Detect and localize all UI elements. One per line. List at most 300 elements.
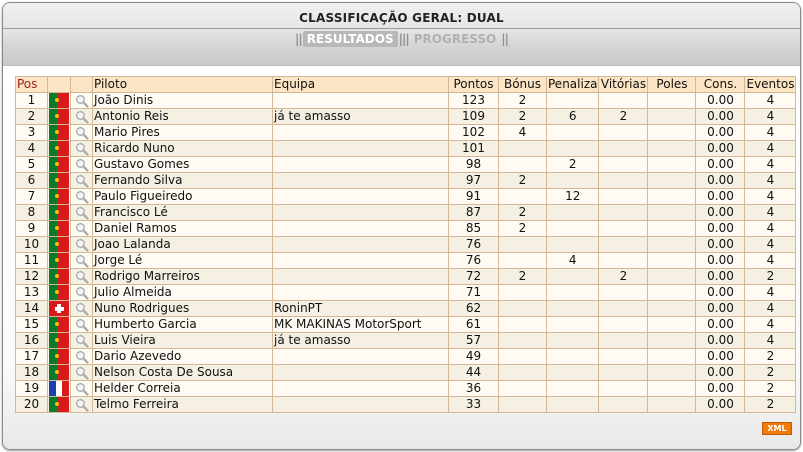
row-details-cell[interactable] — [71, 397, 93, 413]
row-equipa — [273, 221, 449, 237]
row-equipa — [273, 189, 449, 205]
row-pontos: 91 — [449, 189, 499, 205]
row-details-cell[interactable] — [71, 173, 93, 189]
row-poles — [648, 381, 696, 397]
row-vitorias — [599, 221, 648, 237]
row-penaliza — [547, 349, 599, 365]
row-bonus — [499, 397, 547, 413]
magnifier-icon[interactable] — [75, 141, 89, 155]
row-pos: 2 — [16, 109, 48, 125]
row-penaliza — [547, 125, 599, 141]
tab-bar — [3, 31, 800, 47]
row-penaliza: 6 — [547, 109, 599, 125]
table-row — [16, 333, 796, 349]
row-piloto[interactable]: Jorge Lé — [93, 253, 273, 269]
table-row — [16, 109, 796, 125]
row-bonus — [499, 189, 547, 205]
row-flag-cell — [48, 221, 71, 237]
row-bonus — [499, 333, 547, 349]
row-cons: 0.00 — [696, 125, 745, 141]
row-pontos: 87 — [449, 205, 499, 221]
row-equipa: MK MAKINAS MotorSport — [273, 317, 449, 333]
row-penaliza — [547, 317, 599, 333]
row-details-cell[interactable] — [71, 237, 93, 253]
standings-body — [16, 93, 796, 413]
row-cons: 0.00 — [696, 269, 745, 285]
row-bonus — [499, 317, 547, 333]
table-row — [16, 205, 796, 221]
row-equipa — [273, 141, 449, 157]
portugal-flag — [49, 221, 69, 236]
row-pontos: 76 — [449, 253, 499, 269]
row-penaliza — [547, 173, 599, 189]
table-row — [16, 237, 796, 253]
row-details-cell[interactable] — [71, 317, 93, 333]
row-pos: 12 — [16, 269, 48, 285]
row-penaliza — [547, 205, 599, 221]
row-flag-cell — [48, 189, 71, 205]
tab-resultados[interactable]: RESULTADOS — [303, 31, 398, 47]
row-equipa — [273, 205, 449, 221]
row-bonus — [499, 301, 547, 317]
col-pos[interactable]: Pos — [16, 77, 48, 93]
row-piloto[interactable]: Ricardo Nuno — [93, 141, 273, 157]
table-row — [16, 93, 796, 109]
row-vitorias — [599, 125, 648, 141]
row-flag-cell — [48, 365, 71, 381]
col-equipa[interactable]: Equipa — [273, 77, 449, 93]
row-details-cell[interactable] — [71, 253, 93, 269]
portugal-flag — [49, 237, 69, 252]
row-poles — [648, 125, 696, 141]
row-penaliza — [547, 269, 599, 285]
row-piloto[interactable]: Gustavo Gomes — [93, 157, 273, 173]
row-poles — [648, 253, 696, 269]
row-details-cell[interactable] — [71, 141, 93, 157]
magnifier-icon[interactable] — [75, 189, 89, 203]
row-equipa: RoninPT — [273, 301, 449, 317]
row-penaliza — [547, 285, 599, 301]
row-equipa — [273, 381, 449, 397]
row-piloto[interactable]: Telmo Ferreira — [93, 397, 273, 413]
row-poles — [648, 173, 696, 189]
table-row — [16, 141, 796, 157]
portugal-flag — [49, 141, 69, 156]
row-poles — [648, 93, 696, 109]
row-pos: 9 — [16, 221, 48, 237]
row-equipa — [273, 365, 449, 381]
row-pos: 19 — [16, 381, 48, 397]
tab-separator: ||| — [398, 32, 409, 46]
magnifier-icon[interactable] — [75, 237, 89, 251]
row-poles — [648, 141, 696, 157]
row-vitorias — [599, 365, 648, 381]
row-poles — [648, 365, 696, 381]
row-bonus: 4 — [499, 125, 547, 141]
row-penaliza: 4 — [547, 253, 599, 269]
row-cons: 0.00 — [696, 397, 745, 413]
row-pos: 18 — [16, 365, 48, 381]
col-piloto[interactable]: Piloto — [93, 77, 273, 93]
row-piloto[interactable]: Francisco Lé — [93, 205, 273, 221]
row-vitorias — [599, 189, 648, 205]
portugal-flag — [49, 285, 69, 300]
magnifier-icon[interactable] — [75, 173, 89, 187]
row-eventos: 4 — [745, 333, 796, 349]
row-details-cell[interactable] — [71, 221, 93, 237]
col-vitorias[interactable]: Vitórias — [600, 77, 647, 91]
row-pos: 17 — [16, 349, 48, 365]
row-poles — [648, 317, 696, 333]
row-pontos: 97 — [449, 173, 499, 189]
row-penaliza — [547, 333, 599, 349]
row-equipa — [273, 269, 449, 285]
row-pos: 10 — [16, 237, 48, 253]
row-pos: 14 — [16, 301, 48, 317]
row-cons: 0.00 — [696, 317, 745, 333]
panel-header — [3, 3, 800, 66]
row-eventos: 4 — [745, 157, 796, 173]
portugal-flag — [49, 205, 69, 220]
table-row — [16, 285, 796, 301]
row-pos: 6 — [16, 173, 48, 189]
magnifier-icon[interactable] — [75, 109, 89, 123]
col-bonus[interactable]: Bónus — [499, 77, 547, 93]
row-details-cell[interactable] — [71, 125, 93, 141]
row-piloto[interactable]: Paulo Figueiredo — [93, 189, 273, 205]
row-vitorias — [599, 253, 648, 269]
row-poles — [648, 269, 696, 285]
row-pos: 4 — [16, 141, 48, 157]
row-penaliza — [547, 397, 599, 413]
row-piloto[interactable]: Humberto Garcia — [93, 317, 273, 333]
row-flag-cell — [48, 173, 71, 189]
row-pontos: 44 — [449, 365, 499, 381]
row-bonus — [499, 141, 547, 157]
row-details-cell[interactable] — [71, 189, 93, 205]
row-penaliza — [547, 221, 599, 237]
magnifier-icon[interactable] — [75, 349, 89, 363]
row-cons: 0.00 — [696, 205, 745, 221]
row-flag-cell — [48, 301, 71, 317]
table-row — [16, 349, 796, 365]
table-row — [16, 301, 796, 317]
row-vitorias — [599, 285, 648, 301]
row-pontos: 76 — [449, 237, 499, 253]
row-poles — [648, 109, 696, 125]
row-equipa — [273, 237, 449, 253]
row-piloto[interactable]: João Dinis — [93, 93, 273, 109]
tab-separator: || — [501, 32, 508, 46]
row-poles — [648, 285, 696, 301]
row-cons: 0.00 — [696, 189, 745, 205]
row-flag-cell — [48, 397, 71, 413]
portugal-flag — [49, 93, 69, 108]
row-equipa: já te amasso — [273, 333, 449, 349]
row-penaliza — [547, 141, 599, 157]
row-eventos: 2 — [745, 381, 796, 397]
row-eventos: 4 — [745, 125, 796, 141]
table-row — [16, 397, 796, 413]
xml-export-button[interactable]: XML — [762, 422, 792, 435]
magnifier-icon[interactable] — [75, 365, 89, 379]
row-pontos: 72 — [449, 269, 499, 285]
row-eventos: 4 — [745, 141, 796, 157]
row-bonus: 2 — [499, 109, 547, 125]
row-pontos: 33 — [449, 397, 499, 413]
row-piloto[interactable]: Nelson Costa De Sousa — [93, 365, 273, 381]
table-row — [16, 365, 796, 381]
row-equipa — [273, 397, 449, 413]
row-pontos: 36 — [449, 381, 499, 397]
row-bonus — [499, 285, 547, 301]
row-flag-cell — [48, 253, 71, 269]
portugal-flag — [49, 397, 69, 412]
row-bonus — [499, 253, 547, 269]
row-details-cell[interactable] — [71, 333, 93, 349]
row-equipa — [273, 253, 449, 269]
row-equipa: já te amasso — [273, 109, 449, 125]
row-pontos: 102 — [449, 125, 499, 141]
row-cons: 0.00 — [696, 221, 745, 237]
portugal-flag — [49, 349, 69, 364]
magnifier-icon[interactable] — [75, 397, 89, 411]
row-eventos: 4 — [745, 221, 796, 237]
row-equipa — [273, 125, 449, 141]
table-row — [16, 253, 796, 269]
col-eventos[interactable]: Eventos — [746, 77, 795, 91]
row-pontos: 109 — [449, 109, 499, 125]
row-details-cell[interactable] — [71, 365, 93, 381]
row-vitorias — [599, 205, 648, 221]
portugal-flag — [49, 317, 69, 332]
row-vitorias: 2 — [599, 269, 648, 285]
row-vitorias — [599, 317, 648, 333]
row-equipa — [273, 173, 449, 189]
page-title: CLASSIFICAÇÃO GERAL: DUAL — [299, 11, 504, 25]
row-pos: 13 — [16, 285, 48, 301]
row-cons: 0.00 — [696, 109, 745, 125]
row-cons: 0.00 — [696, 237, 745, 253]
row-vitorias: 2 — [599, 109, 648, 125]
row-poles — [648, 205, 696, 221]
title-divider — [3, 28, 800, 29]
row-bonus — [499, 237, 547, 253]
magnifier-icon[interactable] — [75, 253, 89, 267]
row-vitorias — [599, 397, 648, 413]
tab-separator: || — [294, 32, 302, 46]
magnifier-icon[interactable] — [75, 125, 89, 139]
portugal-flag — [49, 333, 69, 348]
row-pos: 16 — [16, 333, 48, 349]
row-cons: 0.00 — [696, 157, 745, 173]
row-cons: 0.00 — [696, 301, 745, 317]
row-vitorias — [599, 301, 648, 317]
standings-panel — [2, 2, 801, 450]
row-details-cell[interactable] — [71, 349, 93, 365]
table-row — [16, 317, 796, 333]
tab-progresso[interactable]: PROGRESSO — [413, 32, 497, 46]
magnifier-icon[interactable] — [75, 93, 89, 107]
row-pos: 20 — [16, 397, 48, 413]
row-vitorias — [599, 157, 648, 173]
row-piloto[interactable]: Joao Lalanda — [93, 237, 273, 253]
row-eventos: 2 — [745, 349, 796, 365]
row-flag-cell — [48, 317, 71, 333]
row-details-cell[interactable] — [71, 205, 93, 221]
magnifier-icon[interactable] — [75, 317, 89, 331]
row-bonus — [499, 365, 547, 381]
row-cons: 0.00 — [696, 253, 745, 269]
col-flag — [48, 77, 71, 93]
magnifier-icon[interactable] — [75, 205, 89, 219]
row-eventos: 4 — [745, 189, 796, 205]
row-eventos: 4 — [745, 109, 796, 125]
row-piloto[interactable]: Dario Azevedo — [93, 349, 273, 365]
table-row — [16, 173, 796, 189]
row-piloto[interactable]: Rodrigo Marreiros — [93, 269, 273, 285]
row-details-cell[interactable] — [71, 285, 93, 301]
portugal-flag — [49, 109, 69, 124]
row-details-cell[interactable] — [71, 381, 93, 397]
row-details-cell[interactable] — [71, 93, 93, 109]
magnifier-icon[interactable] — [75, 157, 89, 171]
row-eventos: 4 — [745, 301, 796, 317]
row-vitorias — [599, 333, 648, 349]
row-penaliza — [547, 301, 599, 317]
portugal-flag — [49, 125, 69, 140]
row-pontos: 98 — [449, 157, 499, 173]
row-cons: 0.00 — [696, 141, 745, 157]
col-cons[interactable]: Cons. — [696, 77, 745, 93]
col-pontos[interactable]: Pontos — [449, 77, 499, 93]
row-vitorias — [599, 141, 648, 157]
row-details-cell[interactable] — [71, 301, 93, 317]
france-flag — [49, 381, 69, 396]
row-cons: 0.00 — [696, 285, 745, 301]
table-header-row — [16, 77, 796, 93]
table-row — [16, 381, 796, 397]
results-content — [3, 66, 800, 449]
row-penaliza — [547, 93, 599, 109]
row-eventos: 4 — [745, 205, 796, 221]
row-poles — [648, 157, 696, 173]
portugal-flag — [49, 365, 69, 380]
table-row — [16, 221, 796, 237]
row-flag-cell — [48, 141, 71, 157]
row-poles — [648, 333, 696, 349]
row-equipa — [273, 285, 449, 301]
row-piloto[interactable]: Daniel Ramos — [93, 221, 273, 237]
row-penaliza: 2 — [547, 157, 599, 173]
row-vitorias — [599, 349, 648, 365]
row-eventos: 2 — [745, 397, 796, 413]
row-eventos: 4 — [745, 253, 796, 269]
table-row — [16, 269, 796, 285]
portugal-flag — [49, 173, 69, 188]
row-bonus: 2 — [499, 93, 547, 109]
row-flag-cell — [48, 125, 71, 141]
row-poles — [648, 189, 696, 205]
portugal-flag — [49, 157, 69, 172]
row-eventos: 4 — [745, 173, 796, 189]
row-piloto[interactable]: Mario Pires — [93, 125, 273, 141]
row-details-cell[interactable] — [71, 269, 93, 285]
row-piloto[interactable]: Luis Vieira — [93, 333, 273, 349]
row-pos: 15 — [16, 317, 48, 333]
row-pontos: 49 — [449, 349, 499, 365]
row-bonus: 2 — [499, 269, 547, 285]
portugal-flag — [49, 189, 69, 204]
row-pos: 5 — [16, 157, 48, 173]
row-flag-cell — [48, 333, 71, 349]
row-pos: 8 — [16, 205, 48, 221]
row-equipa — [273, 349, 449, 365]
standings-table — [15, 76, 796, 413]
magnifier-icon[interactable] — [75, 301, 89, 315]
magnifier-icon[interactable] — [75, 285, 89, 299]
row-piloto[interactable]: Helder Correia — [93, 381, 273, 397]
magnifier-icon[interactable] — [75, 381, 89, 395]
row-pontos: 61 — [449, 317, 499, 333]
row-pontos: 123 — [449, 93, 499, 109]
row-eventos: 4 — [745, 93, 796, 109]
row-bonus: 2 — [499, 173, 547, 189]
row-equipa — [273, 93, 449, 109]
magnifier-icon[interactable] — [75, 221, 89, 235]
row-flag-cell — [48, 237, 71, 253]
row-flag-cell — [48, 381, 71, 397]
row-cons: 0.00 — [696, 365, 745, 381]
row-penaliza — [547, 365, 599, 381]
row-pontos: 85 — [449, 221, 499, 237]
row-flag-cell — [48, 157, 71, 173]
row-eventos: 2 — [745, 269, 796, 285]
row-penaliza — [547, 237, 599, 253]
row-flag-cell — [48, 269, 71, 285]
col-penaliza[interactable]: Penaliza — [548, 77, 598, 91]
portugal-flag — [49, 269, 69, 284]
row-piloto[interactable]: Fernando Silva — [93, 173, 273, 189]
row-equipa — [273, 157, 449, 173]
row-poles — [648, 349, 696, 365]
row-pos: 1 — [16, 93, 48, 109]
magnifier-icon[interactable] — [75, 269, 89, 283]
row-penaliza: 12 — [547, 189, 599, 205]
row-piloto[interactable]: Julio Almeida — [93, 285, 273, 301]
row-vitorias — [599, 93, 648, 109]
row-details-cell[interactable] — [71, 157, 93, 173]
row-poles — [648, 397, 696, 413]
row-flag-cell — [48, 349, 71, 365]
row-details-cell[interactable] — [71, 109, 93, 125]
magnifier-icon[interactable] — [75, 333, 89, 347]
portugal-flag — [49, 253, 69, 268]
row-pos: 11 — [16, 253, 48, 269]
row-bonus: 2 — [499, 205, 547, 221]
row-pontos: 62 — [449, 301, 499, 317]
row-vitorias — [599, 237, 648, 253]
row-poles — [648, 301, 696, 317]
row-piloto[interactable]: Antonio Reis — [93, 109, 273, 125]
row-flag-cell — [48, 205, 71, 221]
row-piloto[interactable]: Nuno Rodrigues — [93, 301, 273, 317]
col-poles[interactable]: Poles — [648, 77, 696, 93]
row-pos: 3 — [16, 125, 48, 141]
row-vitorias — [599, 381, 648, 397]
row-flag-cell — [48, 93, 71, 109]
row-cons: 0.00 — [696, 93, 745, 109]
